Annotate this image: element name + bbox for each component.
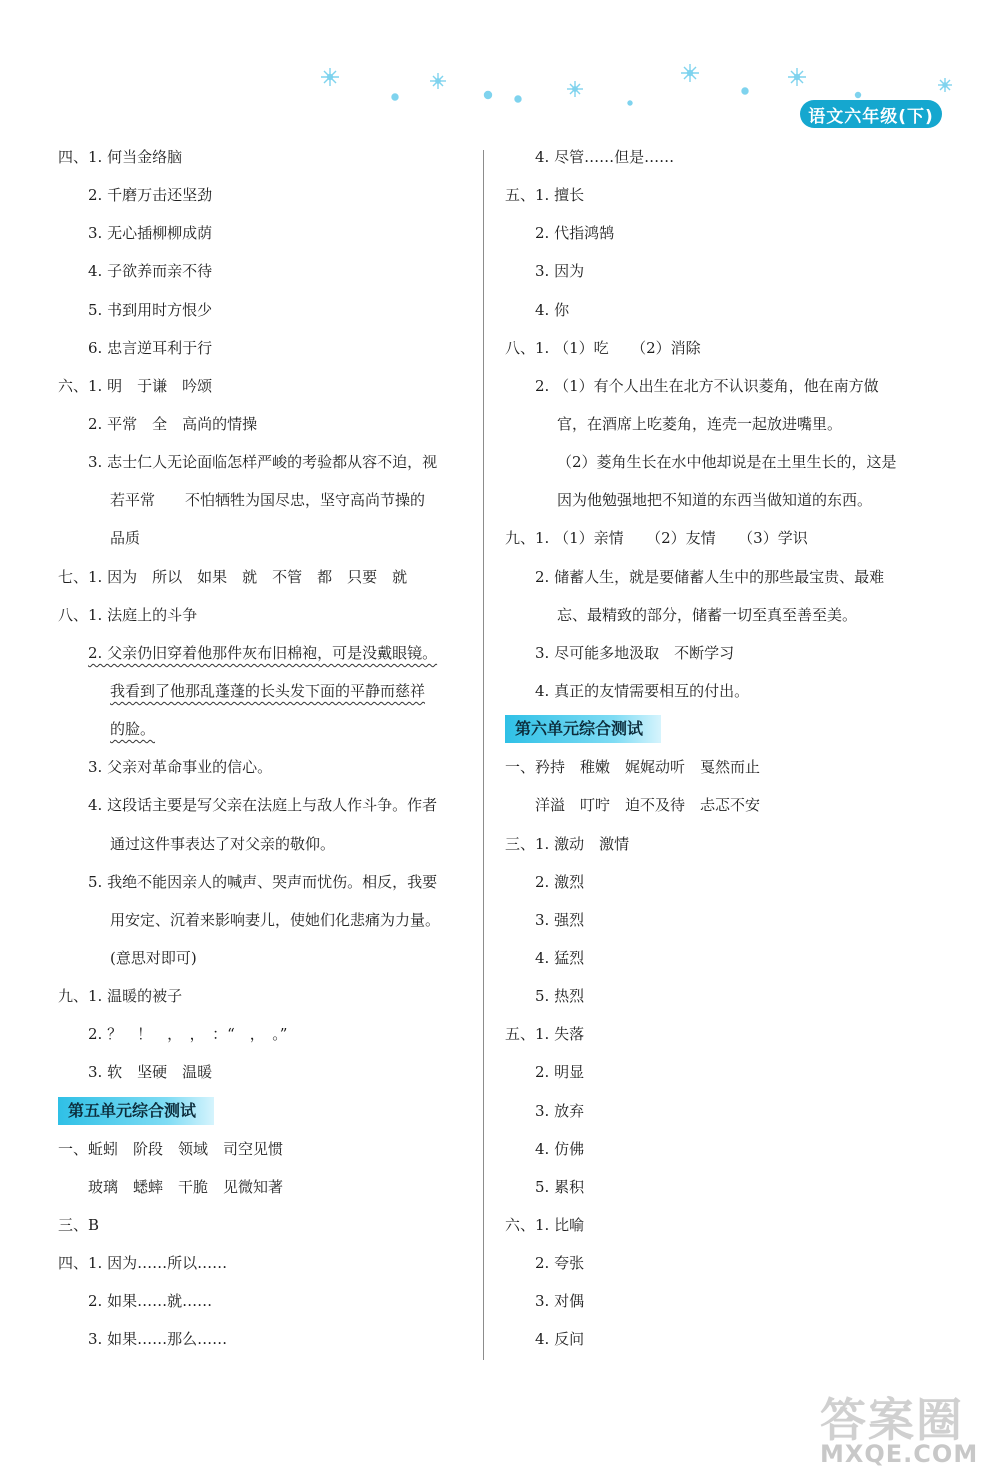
answer-text: 3. 父亲对革命事业的信心。: [88, 758, 273, 777]
answer-text: 四、1. 何当金络脑: [58, 148, 183, 166]
right-answer-column: [505, 138, 925, 1359]
answer-line: [58, 214, 478, 252]
answer-line: [505, 1092, 925, 1130]
answer-text: 五、1. 擅长: [505, 186, 585, 205]
answer-text: 6. 忠言逆耳利于行: [88, 338, 213, 357]
answer-text: 2. 激烈: [535, 872, 585, 891]
answer-line: [58, 748, 478, 786]
answer-text: 3. 强烈: [535, 910, 585, 929]
answer-text: 三、B: [58, 1215, 100, 1234]
answer-line: [505, 1130, 925, 1168]
left-answer-column: [58, 138, 478, 1359]
answer-text: 2. ？ ！ ， ， ：“ ， 。”: [88, 1025, 288, 1044]
answer-line: [505, 672, 925, 710]
answer-text: 3. 无心插柳柳成荫: [88, 224, 213, 243]
answer-text: 4. 反问: [535, 1330, 585, 1349]
answer-text: 4. 你: [535, 300, 570, 319]
answer-text: 5. 累积: [535, 1177, 585, 1196]
answer-text: 四、1. 因为……所以……: [58, 1254, 228, 1273]
answer-line: [58, 672, 478, 710]
answer-line: [505, 443, 925, 481]
answer-text: 2. 如果……就……: [88, 1292, 213, 1311]
answer-text: 若平常 不怕牺牲为国尽忠，坚守高尚节操的: [110, 491, 426, 510]
answer-line: [58, 1168, 478, 1206]
answer-text: 2. 代指鸿鹄: [535, 224, 615, 243]
answer-text: （2）菱角生长在水中他却说是在土里生长的，这是: [557, 453, 897, 472]
answer-line: [58, 825, 478, 863]
answer-line: [505, 405, 925, 443]
watermark-url: MXQE.COM: [820, 1440, 979, 1468]
answer-line: [58, 1244, 478, 1282]
answer-text: 3. 尽可能多地汲取 不断学习: [535, 643, 735, 662]
answer-text: 5. 热烈: [535, 987, 585, 1006]
answer-line: [505, 291, 925, 329]
answer-text: 六、1. 比喻: [505, 1215, 585, 1234]
answer-line: [505, 748, 925, 786]
answer-line: [58, 367, 478, 405]
answer-line: [58, 710, 478, 748]
answer-line: [58, 1053, 478, 1091]
answer-text: 2. 千磨万击还坚劲: [88, 186, 213, 205]
answer-text: 2. 平常 全 高尚的情操: [88, 414, 258, 433]
answer-line: [58, 138, 478, 176]
answer-text: 4. 仿佛: [535, 1139, 585, 1158]
answer-text: 的脸。: [110, 720, 156, 739]
answer-text: 2. 夸张: [535, 1254, 585, 1273]
answer-line: [505, 1320, 925, 1358]
answer-line: [58, 863, 478, 901]
answer-text: 洋溢 叮咛 迫不及待 忐忑不安: [535, 796, 761, 815]
answer-text: 因为他勉强地把不知道的东西当做知道的东西。: [557, 491, 873, 510]
answer-text: 3. 因为: [535, 262, 585, 281]
section-heading-wrapper: [58, 1092, 478, 1130]
answer-text: 2. （1）有个人出生在北方不认识菱角，他在南方做: [535, 376, 879, 395]
answer-line: [505, 1282, 925, 1320]
answer-line: [505, 329, 925, 367]
answer-text: 七、1. 因为 所以 如果 就 不管 都 只要 就: [58, 567, 408, 586]
watermark-logo-text: 答案圈: [820, 1393, 964, 1447]
answer-line: [505, 252, 925, 290]
answer-line: [505, 634, 925, 672]
answer-text: 六、1. 明 于谦 吟颂: [58, 376, 213, 395]
answer-text: 3. 放弃: [535, 1101, 585, 1120]
answer-text: 用安定、沉着来影响妻儿，使她们化悲痛为力量。: [110, 910, 441, 929]
answer-text: 八、1. 法庭上的斗争: [58, 605, 198, 624]
answer-line: [58, 1282, 478, 1320]
answer-text: 4. 真正的友情需要相互的付出。: [535, 681, 750, 700]
answer-text: 5. 书到用时方恨少: [88, 300, 213, 319]
answer-text: 忘、最精致的部分，储蓄一切至真至善至美。: [557, 605, 858, 624]
answer-text: 3. 如果……那么……: [88, 1330, 228, 1349]
answer-line: [505, 596, 925, 634]
answer-line: [505, 825, 925, 863]
answer-text: 官，在酒席上吃菱角，连壳一起放进嘴里。: [557, 414, 843, 433]
answer-text: 三、1. 激动 激情: [505, 834, 630, 853]
watermark: [820, 1384, 995, 1474]
answer-line: [58, 519, 478, 557]
answer-line: [505, 1053, 925, 1091]
answer-line: [505, 1168, 925, 1206]
answer-line: [58, 443, 478, 481]
answer-line: [58, 558, 478, 596]
answer-text: 4. 这段话主要是写父亲在法庭上与敌人作斗争。作者: [88, 796, 438, 815]
answer-line: [58, 1206, 478, 1244]
answer-line: [505, 901, 925, 939]
answer-line: [505, 786, 925, 824]
answer-line: [505, 176, 925, 214]
answer-text: 3. 软 坚硬 温暖: [88, 1063, 213, 1082]
answer-line: [505, 863, 925, 901]
answer-line: [58, 176, 478, 214]
answer-line: [505, 138, 925, 176]
answer-line: [505, 977, 925, 1015]
answer-line: [58, 1015, 478, 1053]
answer-line: [58, 786, 478, 824]
answer-line: [505, 481, 925, 519]
answer-text: 九、1. 温暖的被子: [58, 987, 183, 1006]
answer-text: 2. 储蓄人生，就是要储蓄人生中的那些最宝贵、最难: [535, 567, 885, 586]
answer-text: 玻璃 蟋蟀 干脆 见微知著: [88, 1177, 284, 1196]
answer-line: [58, 252, 478, 290]
answer-line: [505, 939, 925, 977]
answer-text: 通过这件事表达了对父亲的敬仰。: [110, 834, 336, 853]
answer-line: [505, 558, 925, 596]
answer-text: 九、1. （1）亲情 （2）友情 （3）学识: [505, 529, 808, 548]
answer-text: 一、矜持 稚嫩 娓娓动听 戛然而止: [505, 758, 761, 777]
answer-line: [58, 1130, 478, 1168]
answer-line: [58, 1320, 478, 1358]
answer-line: [58, 901, 478, 939]
answer-line: [58, 939, 478, 977]
column-divider: [483, 150, 484, 1360]
answer-text: 品质: [110, 529, 141, 548]
answer-text: 4. 尽管……但是……: [535, 148, 675, 166]
answer-text: 我看到了他那乱蓬蓬的长头发下面的平静而慈祥: [110, 681, 426, 700]
answer-line: [58, 405, 478, 443]
answer-line: [505, 1015, 925, 1053]
answer-text: 八、1. （1）吃 （2）消除: [505, 338, 701, 357]
answer-line: [58, 329, 478, 367]
answer-text: 2. 父亲仍旧穿着他那件灰布旧棉袍，可是没戴眼镜。: [88, 643, 438, 662]
answer-text: 5. 我绝不能因亲人的喊声、哭声而忧伤。相反，我要: [88, 872, 438, 891]
grade-badge: 语文六年级(下): [800, 100, 942, 128]
answer-line: [58, 634, 478, 672]
answer-line: [505, 1244, 925, 1282]
answer-line: [505, 367, 925, 405]
section-heading: 第五单元综合测试: [58, 1097, 214, 1125]
section-heading: 第六单元综合测试: [505, 715, 661, 743]
answer-text: 3. 对偶: [535, 1292, 585, 1311]
answer-line: [58, 596, 478, 634]
answer-text: 3. 志士仁人无论面临怎样严峻的考验都从容不迫，视: [88, 453, 438, 472]
answer-line: [505, 1206, 925, 1244]
answer-text: 一、蚯蚓 阶段 领域 司空见惯: [58, 1139, 284, 1158]
answer-line: [505, 214, 925, 252]
answer-line: [58, 977, 478, 1015]
answer-text: 2. 明显: [535, 1063, 585, 1082]
answer-text: 4. 子欲养而亲不待: [88, 262, 213, 281]
answer-text: 4. 猛烈: [535, 948, 585, 967]
answer-line: [58, 291, 478, 329]
answer-text: (意思对即可): [110, 948, 197, 967]
answer-text: 五、1. 失落: [505, 1025, 585, 1044]
answer-line: [58, 481, 478, 519]
section-heading-wrapper: [505, 710, 925, 748]
answer-line: [505, 519, 925, 557]
